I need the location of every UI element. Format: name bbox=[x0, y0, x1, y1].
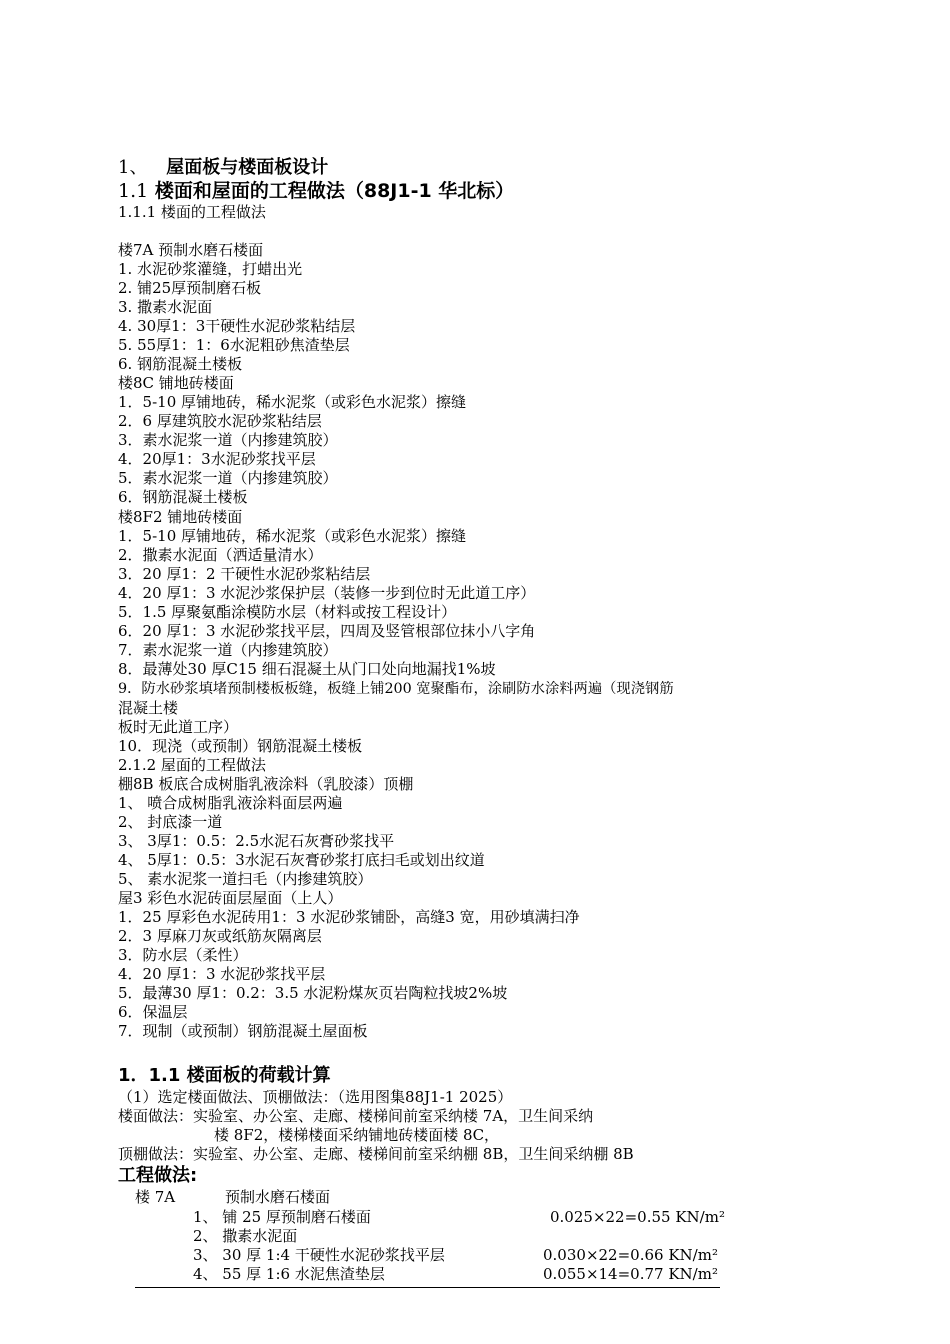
lou7a-title: 楼7A 预制水磨石楼面 bbox=[118, 241, 264, 259]
table-row-calc: 0.055×14=0.77 KN/m² bbox=[543, 1265, 718, 1283]
list-item: 6. 钢筋混凝土楼板 bbox=[118, 355, 243, 373]
list-item: 2．撒素水泥面（洒适量清水） bbox=[118, 546, 323, 564]
list-item: 1．5-10 厚铺地砖，稀水泥浆（或彩色水泥浆）擦缝 bbox=[118, 393, 467, 411]
table-code: 楼 7A bbox=[135, 1188, 176, 1206]
sub-subsection-floor: 1.1.1 楼面的工程做法 bbox=[118, 203, 266, 221]
list-item: 板时无此道工序） bbox=[118, 718, 239, 736]
list-item: 4．20厚1：3水泥砂浆找平层 bbox=[118, 450, 316, 468]
table-title: 预制水磨石楼面 bbox=[225, 1188, 331, 1206]
list-item: 3．素水泥浆一道（内掺建筑胶） bbox=[118, 431, 338, 449]
list-item: 3. 撒素水泥面 bbox=[118, 298, 213, 316]
list-item: 7．素水泥浆一道（内掺建筑胶） bbox=[118, 641, 338, 659]
peng8b-title: 棚8B 板底合成树脂乳液涂料（乳胶漆）顶棚 bbox=[118, 775, 414, 793]
list-item: 5、 素水泥浆一道扫毛（内掺建筑胶） bbox=[118, 870, 373, 888]
list-item: 10．现浇（或预制）钢筋混凝土楼板 bbox=[118, 737, 363, 755]
list-item: 4．20 厚1：3 水泥砂浆找平层 bbox=[118, 965, 326, 983]
table-row-label: 4、 55 厚 1:6 水泥焦渣垫层 bbox=[193, 1265, 385, 1283]
list-item: 2、 封底漆一道 bbox=[118, 813, 223, 831]
list-item: 8．最薄处30 厚C15 细石混凝土从门口处向地漏找1%坡 bbox=[118, 660, 496, 678]
load-heading: 1．1.1 楼面板的荷载计算 bbox=[118, 1065, 331, 1086]
list-item: 6．20 厚1：3 水泥砂浆找平层，四周及竖管根部位抹小八字角 bbox=[118, 622, 536, 640]
table-row-label: 1、 铺 25 厚预制磨石楼面 bbox=[193, 1208, 371, 1226]
list-item: 5. 55厚1：1：6水泥粗砂焦渣垫层 bbox=[118, 336, 350, 354]
ceiling-method: 顶棚做法：实验室、办公室、走廊、楼梯间前室采纳棚 8B，卫生间采纳棚 8B bbox=[118, 1145, 634, 1163]
list-item: 3．20 厚1：2 干硬性水泥砂浆粘结层 bbox=[118, 565, 371, 583]
floor-method: 楼面做法：实验室、办公室、走廊、楼梯间前室采纳楼 7A，卫生间采纳 bbox=[118, 1107, 594, 1125]
table-underline bbox=[135, 1287, 720, 1288]
floor-method-cont: 楼 8F2，楼梯楼面采纳铺地砖楼面楼 8C， bbox=[214, 1126, 500, 1144]
list-item: 9．防水砂浆填堵预制楼板板缝，板缝上铺200 宽聚酯布，涂刷防水涂料两遍（现浇钢筋 bbox=[118, 681, 674, 697]
list-item: 5．1.5 厚聚氨酯涂模防水层（材料或按工程设计） bbox=[118, 603, 457, 621]
lou8c-title: 楼8C 铺地砖楼面 bbox=[118, 374, 234, 392]
list-item: 1．25 厚彩色水泥砖用1：3 水泥砂浆铺卧，高缝3 宽，用砂填满扫净 bbox=[118, 908, 580, 926]
list-item: 2．3 厚麻刀灰或纸筋灰隔离层 bbox=[118, 927, 322, 945]
subsection-title: 楼面和屋面的工程做法（88J1-1 华北标） bbox=[154, 180, 515, 202]
lou8f2-title: 楼8F2 铺地砖楼面 bbox=[118, 508, 243, 526]
table-row-calc: 0.030×22=0.66 KN/m² bbox=[543, 1246, 718, 1264]
table-row-label: 2、 撒素水泥面 bbox=[193, 1227, 298, 1245]
section-title: 屋面板与楼面板设计 bbox=[166, 157, 329, 178]
list-item: 1、 喷合成树脂乳液涂料面层两遍 bbox=[118, 794, 343, 812]
subsection-heading bbox=[118, 180, 514, 203]
list-item: 4、 5厚1：0.5：3水泥石灰膏砂浆打底扫毛或划出纹道 bbox=[118, 851, 485, 869]
section-heading bbox=[118, 157, 328, 179]
load-intro: （1）选定楼面做法、顶棚做法：（选用图集88J1-1 2025） bbox=[118, 1088, 513, 1106]
subsection-number: 1.1 bbox=[118, 180, 149, 202]
sub-subsection-roof: 2.1.2 屋面的工程做法 bbox=[118, 756, 266, 774]
list-item: 1. 水泥砂浆灌缝，打蜡出光 bbox=[118, 260, 303, 278]
list-item: 6．保温层 bbox=[118, 1003, 188, 1021]
list-item: 5．最薄30 厚1：0.2：3.5 水泥粉煤灰页岩陶粒找坡2%坡 bbox=[118, 984, 508, 1002]
list-item: 1．5-10 厚铺地砖，稀水泥浆（或彩色水泥浆）擦缝 bbox=[118, 527, 467, 545]
list-item: 3、 3厚1：0.5：2.5水泥石灰膏砂浆找平 bbox=[118, 832, 395, 850]
works-heading: 工程做法: bbox=[118, 1165, 198, 1186]
list-item: 4. 30厚1：3干硬性水泥砂浆粘结层 bbox=[118, 317, 356, 335]
wu3-title: 屋3 彩色水泥砖面层屋面（上人） bbox=[118, 889, 343, 907]
list-item: 混凝土楼 bbox=[118, 699, 179, 717]
list-item: 2．6 厚建筑胶水泥砂浆粘结层 bbox=[118, 412, 322, 430]
list-item: 3．防水层（柔性） bbox=[118, 946, 248, 964]
list-item: 4．20 厚1：3 水泥沙浆保护层（装修一步到位时无此道工序） bbox=[118, 584, 536, 602]
table-row-label: 3、 30 厚 1:4 干硬性水泥砂浆找平层 bbox=[193, 1246, 445, 1264]
list-item: 6．钢筋混凝土楼板 bbox=[118, 488, 248, 506]
list-item: 2. 铺25厚预制磨石板 bbox=[118, 279, 262, 297]
section-number: 1、 bbox=[118, 157, 148, 178]
list-item: 5．素水泥浆一道（内掺建筑胶） bbox=[118, 469, 338, 487]
list-item: 7．现制（或预制）钢筋混凝土屋面板 bbox=[118, 1022, 368, 1040]
table-row-calc: 0.025×22=0.55 KN/m² bbox=[550, 1208, 725, 1226]
